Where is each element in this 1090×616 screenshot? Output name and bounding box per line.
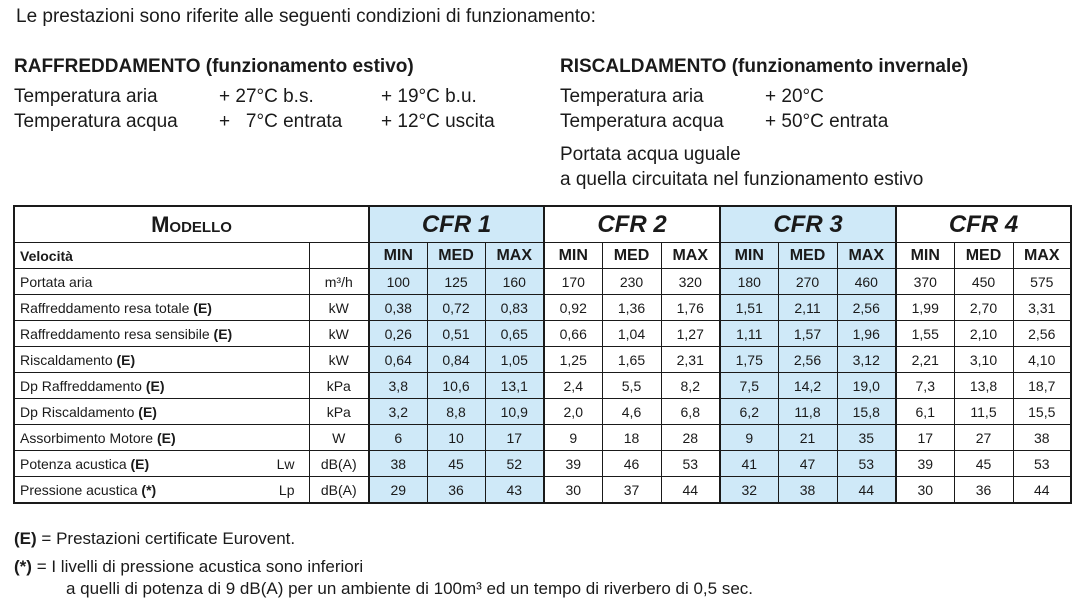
row-label-flag: (E) — [156, 429, 176, 446]
value-cell: 2,10 — [954, 321, 1013, 347]
value-cell: 370 — [896, 269, 954, 295]
value-cell: 36 — [954, 477, 1013, 504]
row-label-flag: (*) — [141, 481, 157, 498]
row-unit: m³/h — [309, 269, 369, 295]
speed-header-cell: MIN — [544, 243, 602, 269]
value-cell: 10 — [427, 425, 485, 451]
value-cell: 41 — [720, 451, 778, 477]
value-cell: 44 — [837, 477, 896, 504]
value-cell: 1,05 — [485, 347, 544, 373]
cooling-air-v1: + 27°C b.s. — [219, 86, 314, 107]
row-unit: dB(A) — [309, 477, 369, 504]
value-cell: 9 — [544, 425, 602, 451]
row-label-text: Dp Riscaldamento — [20, 403, 139, 420]
value-cell: 18 — [602, 425, 661, 451]
cooling-water-line — [14, 109, 544, 134]
value-cell: 0,84 — [427, 347, 485, 373]
value-cell: 8,2 — [661, 373, 720, 399]
model-header-cfr4: CFR 4 — [896, 206, 1071, 243]
value-cell: 6 — [369, 425, 427, 451]
row-label-text: Portata aria — [20, 273, 93, 290]
value-cell: 11,8 — [778, 399, 837, 425]
value-cell: 0,64 — [369, 347, 427, 373]
value-cell: 2,56 — [778, 347, 837, 373]
footnote-star — [14, 556, 363, 578]
row-label-flag: (E) — [145, 377, 165, 394]
value-cell: 10,9 — [485, 399, 544, 425]
value-cell: 43 — [485, 477, 544, 504]
row-label — [14, 347, 309, 373]
value-cell: 7,5 — [720, 373, 778, 399]
value-cell: 17 — [485, 425, 544, 451]
value-cell: 1,57 — [778, 321, 837, 347]
value-cell: 2,4 — [544, 373, 602, 399]
footnote-e-text: Prestazioni certificate Eurovent. — [56, 529, 296, 548]
speed-header-cell: MIN — [720, 243, 778, 269]
value-cell: 21 — [778, 425, 837, 451]
value-cell: 7,3 — [896, 373, 954, 399]
row-label — [14, 425, 309, 451]
value-cell: 320 — [661, 269, 720, 295]
row-label-text: Dp Raffreddamento — [20, 377, 146, 394]
value-cell: 160 — [485, 269, 544, 295]
value-cell: 1,25 — [544, 347, 602, 373]
value-cell: 47 — [778, 451, 837, 477]
cooling-water-v1: + 7°C entrata — [219, 111, 343, 132]
row-label — [14, 373, 309, 399]
cooling-conditions — [14, 56, 544, 134]
value-cell: 100 — [369, 269, 427, 295]
value-cell: 53 — [1013, 451, 1071, 477]
value-cell: 3,10 — [954, 347, 1013, 373]
value-cell: 2,70 — [954, 295, 1013, 321]
footnote-e — [14, 528, 295, 550]
cooling-water-v2: + 12°C uscita — [381, 111, 495, 132]
heating-air-label: Temperatura aria — [560, 86, 704, 107]
row-label-text: Raffreddamento resa sensibile — [20, 325, 214, 342]
row-label-text: Potenza acustica — [20, 455, 131, 472]
value-cell: 450 — [954, 269, 1013, 295]
table-row — [14, 399, 1071, 425]
value-cell: 3,8 — [369, 373, 427, 399]
value-cell: 39 — [896, 451, 954, 477]
value-cell: 19,0 — [837, 373, 896, 399]
value-cell: 1,11 — [720, 321, 778, 347]
row-label-text: Pressione acustica — [20, 481, 142, 498]
value-cell: 45 — [427, 451, 485, 477]
value-cell: 1,99 — [896, 295, 954, 321]
table-row — [14, 425, 1071, 451]
row-label — [14, 477, 309, 504]
value-cell: 0,38 — [369, 295, 427, 321]
cooling-air-v2: + 19°C b.u. — [381, 86, 477, 107]
row-label-flag: (E) — [213, 325, 233, 342]
heating-note-1: Portata acqua uguale — [560, 144, 741, 165]
value-cell: 2,0 — [544, 399, 602, 425]
speed-label: Velocità — [14, 243, 309, 269]
value-cell: 0,72 — [427, 295, 485, 321]
value-cell: 15,8 — [837, 399, 896, 425]
row-label-flag: (E) — [130, 455, 150, 472]
model-header-cfr3: CFR 3 — [720, 206, 896, 243]
table-row — [14, 477, 1071, 504]
footnote-star-key: (*) — [14, 557, 32, 576]
value-cell: 575 — [1013, 269, 1071, 295]
cooling-title: RAFFREDDAMENTO (funzionamento estivo) — [14, 56, 414, 77]
row-unit: kW — [309, 295, 369, 321]
value-cell: 1,36 — [602, 295, 661, 321]
value-cell: 45 — [954, 451, 1013, 477]
value-cell: 13,8 — [954, 373, 1013, 399]
value-cell: 30 — [544, 477, 602, 504]
table-row — [14, 295, 1071, 321]
row-label — [14, 399, 309, 425]
footnote-star-text: I livelli di pressione acustica sono inferiori — [51, 557, 364, 576]
value-cell: 53 — [661, 451, 720, 477]
value-cell: 1,75 — [720, 347, 778, 373]
speed-header-cell: MED — [778, 243, 837, 269]
value-cell: 52 — [485, 451, 544, 477]
heating-air-v1: + 20°C — [765, 86, 824, 107]
value-cell: 0,26 — [369, 321, 427, 347]
row-label — [14, 321, 309, 347]
value-cell: 230 — [602, 269, 661, 295]
row-label-text: Assorbimento Motore — [20, 429, 157, 446]
footnote-e-eq: = — [41, 529, 52, 548]
table-row — [14, 269, 1071, 295]
value-cell: 38 — [369, 451, 427, 477]
value-cell: 1,27 — [661, 321, 720, 347]
value-cell: 6,8 — [661, 399, 720, 425]
value-cell: 46 — [602, 451, 661, 477]
footnote-e-key: (E) — [14, 529, 37, 548]
value-cell: 125 — [427, 269, 485, 295]
footnote-star-text-2: a quelli di potenza di 9 dB(A) per un ambiente di 100m³ ed un tempo di riverbero di 0,5 sec. — [66, 579, 754, 598]
model-column-header: Modello — [14, 206, 369, 243]
heating-conditions — [560, 56, 1080, 192]
value-cell: 29 — [369, 477, 427, 504]
row-unit: kW — [309, 321, 369, 347]
cooling-air-line — [14, 84, 544, 109]
value-cell: 9 — [720, 425, 778, 451]
value-cell: 4,6 — [602, 399, 661, 425]
row-label-flag: (E) — [193, 299, 212, 316]
speed-header-cell: MIN — [896, 243, 954, 269]
value-cell: 27 — [954, 425, 1013, 451]
value-cell: 3,31 — [1013, 295, 1071, 321]
cooling-water-label: Temperatura acqua — [14, 111, 178, 132]
value-cell: 270 — [778, 269, 837, 295]
row-label-flag: (E) — [116, 351, 136, 368]
value-cell: 1,55 — [896, 321, 954, 347]
table-row — [14, 347, 1071, 373]
row-label-sub: Lp — [278, 481, 295, 498]
heating-air-line — [560, 84, 1080, 109]
value-cell: 460 — [837, 269, 896, 295]
speed-header-cell: MAX — [837, 243, 896, 269]
performance-table — [13, 205, 1072, 504]
value-cell: 0,51 — [427, 321, 485, 347]
value-cell: 17 — [896, 425, 954, 451]
value-cell: 38 — [778, 477, 837, 504]
table-row — [14, 451, 1071, 477]
heating-water-v1: + 50°C entrata — [765, 111, 889, 132]
value-cell: 36 — [427, 477, 485, 504]
value-cell: 3,12 — [837, 347, 896, 373]
cooling-air-label: Temperatura aria — [14, 86, 158, 107]
value-cell: 1,96 — [837, 321, 896, 347]
value-cell: 14,2 — [778, 373, 837, 399]
speed-header-cell: MAX — [661, 243, 720, 269]
value-cell: 28 — [661, 425, 720, 451]
value-cell: 5,5 — [602, 373, 661, 399]
speed-header-cell: MED — [602, 243, 661, 269]
value-cell: 0,66 — [544, 321, 602, 347]
table-row — [14, 373, 1071, 399]
value-cell: 1,51 — [720, 295, 778, 321]
value-cell: 6,1 — [896, 399, 954, 425]
row-label-text: Riscaldamento — [20, 351, 117, 368]
speed-header-cell: MAX — [1013, 243, 1071, 269]
value-cell: 18,7 — [1013, 373, 1071, 399]
value-cell: 35 — [837, 425, 896, 451]
heating-water-line — [560, 109, 1080, 134]
intro-text: Le prestazioni sono riferite alle seguenti condizioni di funzionamento: — [16, 6, 596, 27]
value-cell: 1,65 — [602, 347, 661, 373]
row-unit: kPa — [309, 399, 369, 425]
value-cell: 2,56 — [1013, 321, 1071, 347]
value-cell: 6,2 — [720, 399, 778, 425]
row-label-text: Raffreddamento resa totale — [20, 299, 194, 316]
speed-header-cell: MAX — [485, 243, 544, 269]
row-unit: kPa — [309, 373, 369, 399]
value-cell: 170 — [544, 269, 602, 295]
table-row — [14, 321, 1071, 347]
value-cell: 37 — [602, 477, 661, 504]
row-label — [14, 295, 309, 321]
model-header-cfr1: CFR 1 — [369, 206, 544, 243]
value-cell: 0,92 — [544, 295, 602, 321]
value-cell: 3,2 — [369, 399, 427, 425]
value-cell: 13,1 — [485, 373, 544, 399]
heating-note-2: a quella circuitata nel funzionamento estivo — [560, 169, 924, 190]
row-unit: dB(A) — [309, 451, 369, 477]
value-cell: 2,21 — [896, 347, 954, 373]
heating-water-label: Temperatura acqua — [560, 111, 724, 132]
speed-header-cell: MED — [427, 243, 485, 269]
value-cell: 39 — [544, 451, 602, 477]
value-cell: 0,65 — [485, 321, 544, 347]
row-label — [14, 269, 309, 295]
value-cell: 4,10 — [1013, 347, 1071, 373]
row-label-flag: (E) — [138, 403, 157, 420]
speed-header-cell: MIN — [369, 243, 427, 269]
value-cell: 38 — [1013, 425, 1071, 451]
value-cell: 10,6 — [427, 373, 485, 399]
value-cell: 1,04 — [602, 321, 661, 347]
value-cell: 2,31 — [661, 347, 720, 373]
value-cell: 180 — [720, 269, 778, 295]
value-cell: 44 — [1013, 477, 1071, 504]
value-cell: 11,5 — [954, 399, 1013, 425]
value-cell: 15,5 — [1013, 399, 1071, 425]
value-cell: 44 — [661, 477, 720, 504]
value-cell: 8,8 — [427, 399, 485, 425]
model-header-cfr2: CFR 2 — [544, 206, 720, 243]
value-cell: 2,56 — [837, 295, 896, 321]
speed-header-row — [14, 243, 1071, 269]
row-unit: kW — [309, 347, 369, 373]
value-cell: 0,83 — [485, 295, 544, 321]
value-cell: 1,76 — [661, 295, 720, 321]
row-unit: W — [309, 425, 369, 451]
row-label — [14, 451, 309, 477]
row-label-sub: Lw — [276, 455, 295, 472]
value-cell: 53 — [837, 451, 896, 477]
speed-header-cell: MED — [954, 243, 1013, 269]
unit-header-empty — [309, 243, 369, 269]
value-cell: 2,11 — [778, 295, 837, 321]
footnote-star-eq: = — [36, 557, 47, 576]
value-cell: 32 — [720, 477, 778, 504]
heating-title: RISCALDAMENTO (funzionamento invernale) — [560, 56, 969, 77]
value-cell: 30 — [896, 477, 954, 504]
model-header-row — [14, 206, 1071, 243]
